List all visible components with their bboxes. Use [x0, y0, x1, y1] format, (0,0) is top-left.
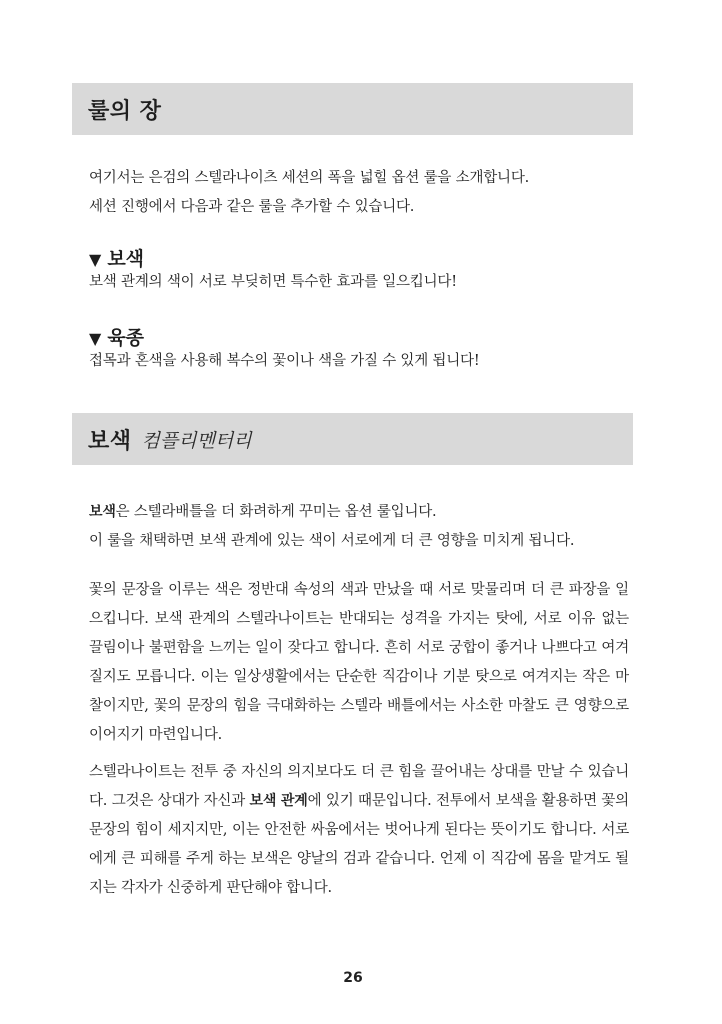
- rule-heading-complementary: [89, 244, 144, 271]
- rule-name: 보색: [107, 248, 145, 270]
- rule-heading-breeding: [89, 323, 144, 350]
- body-paragraph-3: 스텔라나이트는 전투 중 자신의 의지보다도 더 큰 힘을 끌어내는 상대를 만날 수 있습니다. 그것은 상대가 자신과 보색 관계에 있기 때문입니다. 전투에서 보색을 활용하면 꽃의 문장의 힘이 세지지만, 이는 안전한 싸움에서는 벗어나게 된다는 뜻이기도 합니다. 서로에게 큰 피해를 주게 하는 보색은 양날의 검과 같습니다. 언제 이 직감에 몸을 맡겨도 될지는 각자가 신중하게 판단해야 합니다.: [89, 764, 629, 896]
- section-header-rules: [72, 83, 633, 135]
- body-paragraph-2: 꽃의 문장을 이루는 색은 정반대 속성의 색과 만났을 때 서로 맞물리며 더 큰 파장을 일으킵니다. 보색 관계의 스텔라나이트는 반대되는 성격을 가지는 탓에, 서로 이유 없는 끌림이나 불편함을 느끼는 일이 잦다고 합니다. 흔히 서로 궁합이 좋거나 나쁘다고 여겨질지도 모릅니다. 이는 일상생활에서는 단순한 직감이나 기분 탓으로 여겨지는 작은 마찰이지만, 꽃의 문장의 힘을 극대화하는 스텔라 배틀에서는 사소한 마찰도 큰 영향으로 이어지기 마련입니다.: [89, 582, 629, 743]
- page-number: 26: [343, 970, 363, 986]
- intro-line: 세션 진행에서 다음과 같은 룰을 추가할 수 있습니다.: [89, 199, 415, 215]
- triangle-marker-icon: ▼: [89, 250, 102, 269]
- section-title: 보색: [88, 428, 132, 454]
- paragraph-line: 이 룰을 채택하면 보색 관계에 있는 색이 서로에게 더 큰 영향을 미치게 됩니다.: [89, 533, 575, 549]
- section-title: 룰의 장: [88, 98, 162, 124]
- bold-term: 보색: [89, 504, 116, 520]
- rule-description: 보색 관계의 색이 서로 부딪히면 특수한 효과를 일으킵니다!: [89, 274, 457, 290]
- rule-name: 육종: [107, 327, 145, 349]
- section-subtitle: 컴플리멘터리: [141, 429, 252, 452]
- intro-paragraph: [89, 164, 629, 222]
- bold-term: 보색 관계: [249, 793, 308, 809]
- paragraph-line: 보색은 스텔라배틀을 더 화려하게 꾸미는 옵션 룰입니다.: [89, 504, 437, 520]
- triangle-marker-icon: ▼: [89, 329, 102, 348]
- body-paragraph-1: [89, 498, 629, 556]
- rule-description: 접목과 혼색을 사용해 복수의 꽃이나 색을 가질 수 있게 됩니다!: [89, 353, 480, 369]
- section-header-complementary: [72, 413, 633, 465]
- intro-line: 여기서는 은검의 스텔라나이츠 세션의 폭을 넓힐 옵션 룰을 소개합니다.: [89, 170, 530, 186]
